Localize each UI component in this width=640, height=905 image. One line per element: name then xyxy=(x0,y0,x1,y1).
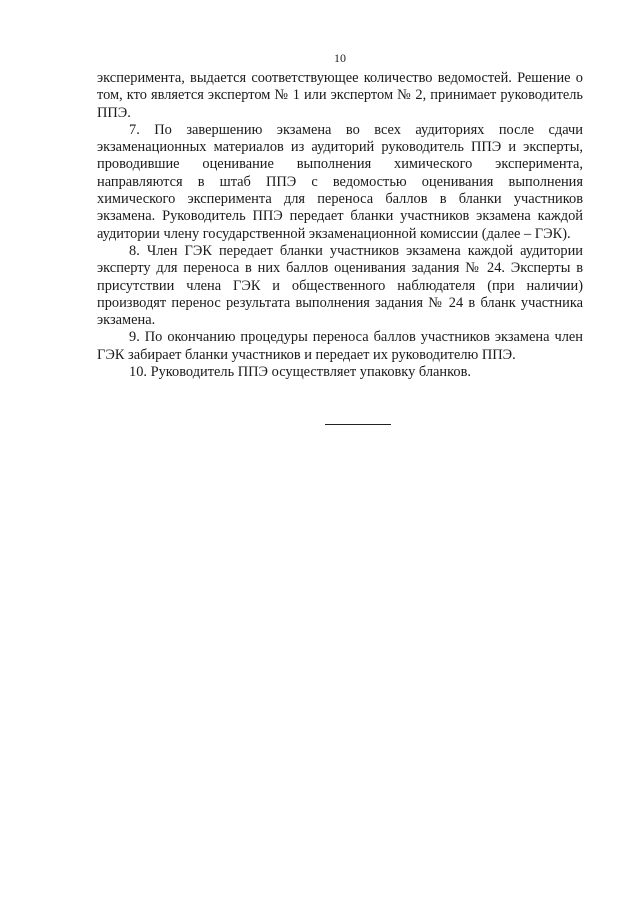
page-number: 10 xyxy=(334,51,346,65)
paragraph-8: 8. Член ГЭК передает бланки участников экзамена каждой аудитории эксперту для переноса в них баллов оценивания задания № 24. Эксперты в присутствии члена ГЭК и общественного наблюдателя (при наличии) производят перенос результата выполнения задания № 24 в бланк участника экзамена. xyxy=(97,242,583,329)
paragraph-continuation: эксперимента, выдается соответствующее количество ведомостей. Решение о том, кто является экспертом № 1 или экспертом № 2, принимает руководитель ППЭ. xyxy=(97,70,583,121)
paragraph-9: 9. По окончанию процедуры переноса баллов участников экзамена член ГЭК забирает бланки участников и передает их руководителю ППЭ. xyxy=(97,329,583,363)
end-separator-line xyxy=(325,424,391,425)
paragraph-7: 7. По завершению экзамена во всех аудиториях после сдачи экзаменационных материалов из аудиторий руководитель ППЭ и эксперты, проводившие оценивание выполнения химического эксперимента, направляются в штаб ППЭ с ведомостью оценивания выполнения химического эксперимента для переноса баллов в бланки участников экзамена. Руководитель ППЭ передает бланки участников экзамена каждой аудитории члену государственной экзаменационной комиссии (далее – ГЭК). xyxy=(97,121,583,242)
paragraph-10: 10. Руководитель ППЭ осуществляет упаковку бланков. xyxy=(129,364,471,381)
document-body xyxy=(97,70,583,381)
